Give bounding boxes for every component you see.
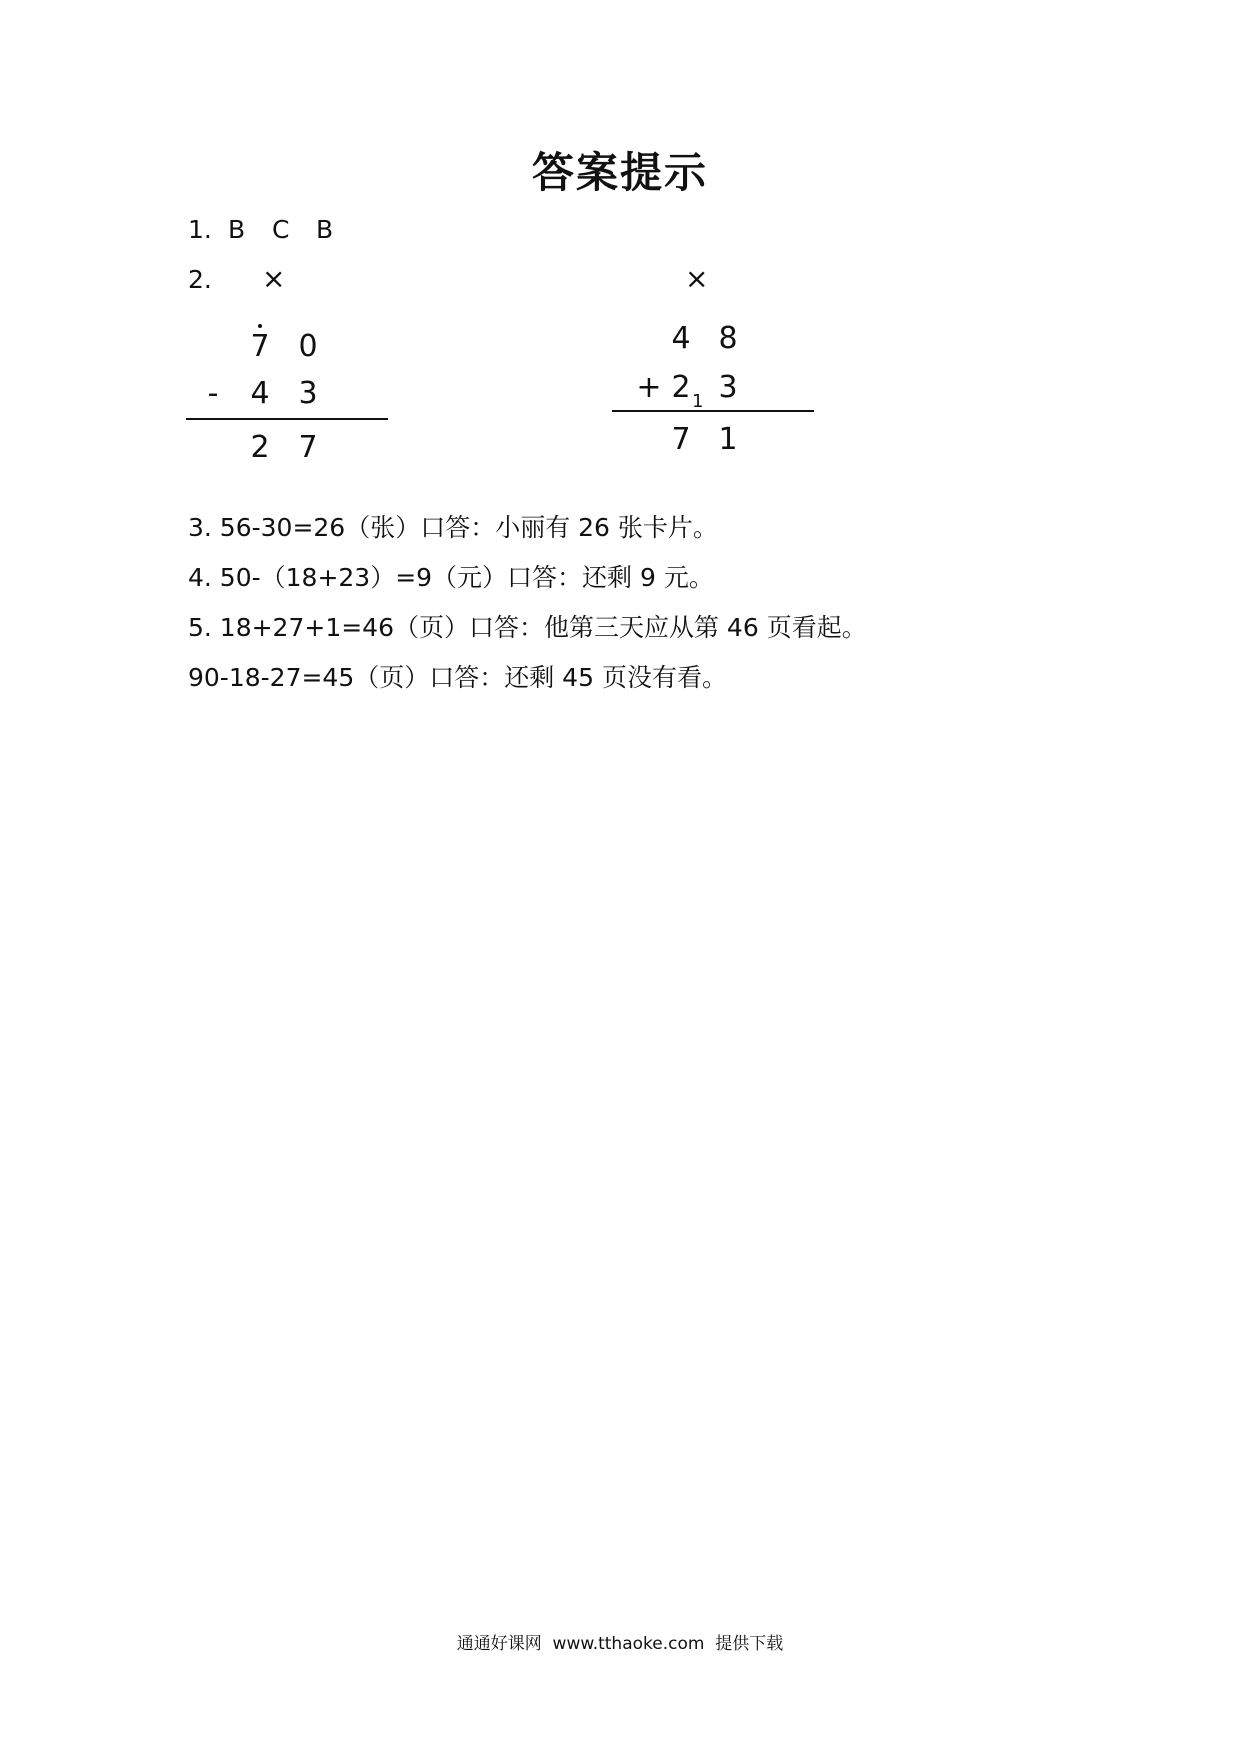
question-1-number: 1. — [188, 215, 212, 244]
page-title: 答案提示 — [531, 148, 708, 197]
wrong-mark-right: × — [685, 262, 709, 295]
subtraction-result-tens: 2 — [250, 430, 270, 465]
answer-line-5: 5. 18+27+1=46（页）口答：他第三天应从第 46 页看起。 — [188, 613, 867, 642]
question-1-answer-3: B — [316, 215, 334, 244]
subtraction-top-ones: 0 — [298, 329, 318, 364]
answer-line-3: 3. 56-30=26（张）口答：小丽有 26 张卡片。 — [188, 513, 718, 542]
subtraction-rule — [186, 418, 388, 420]
question-1-answer-2: C — [272, 215, 290, 244]
addition-bottom-tens: 2 — [671, 370, 691, 405]
subtraction-bottom-ones: 3 — [298, 376, 318, 411]
footer-credit: 通通好课网 www.tthaoke.com 提供下载 — [456, 1634, 784, 1654]
addition-carry: 1 — [692, 391, 704, 412]
answer-line-5b: 90-18-27=45（页）口答：还剩 45 页没有看。 — [188, 663, 727, 692]
addition-top-ones: 8 — [718, 321, 738, 356]
question-2-number: 2. — [188, 265, 212, 294]
subtraction-operator: - — [207, 376, 219, 411]
addition-result-tens: 7 — [671, 422, 691, 457]
wrong-mark-left: × — [262, 262, 286, 295]
subtraction-top-tens: 7 — [250, 329, 270, 364]
answer-line-4: 4. 50-（18+23）=9（元）口答：还剩 9 元。 — [188, 563, 714, 592]
addition-operator: + — [636, 370, 662, 405]
subtraction-result-ones: 7 — [298, 430, 318, 465]
addition-rule — [612, 410, 814, 412]
addition-bottom-ones: 3 — [718, 370, 738, 405]
addition-result-ones: 1 — [718, 422, 738, 457]
subtraction-bottom-tens: 4 — [250, 376, 270, 411]
question-1-answer-1: B — [228, 215, 246, 244]
addition-top-tens: 4 — [671, 321, 691, 356]
